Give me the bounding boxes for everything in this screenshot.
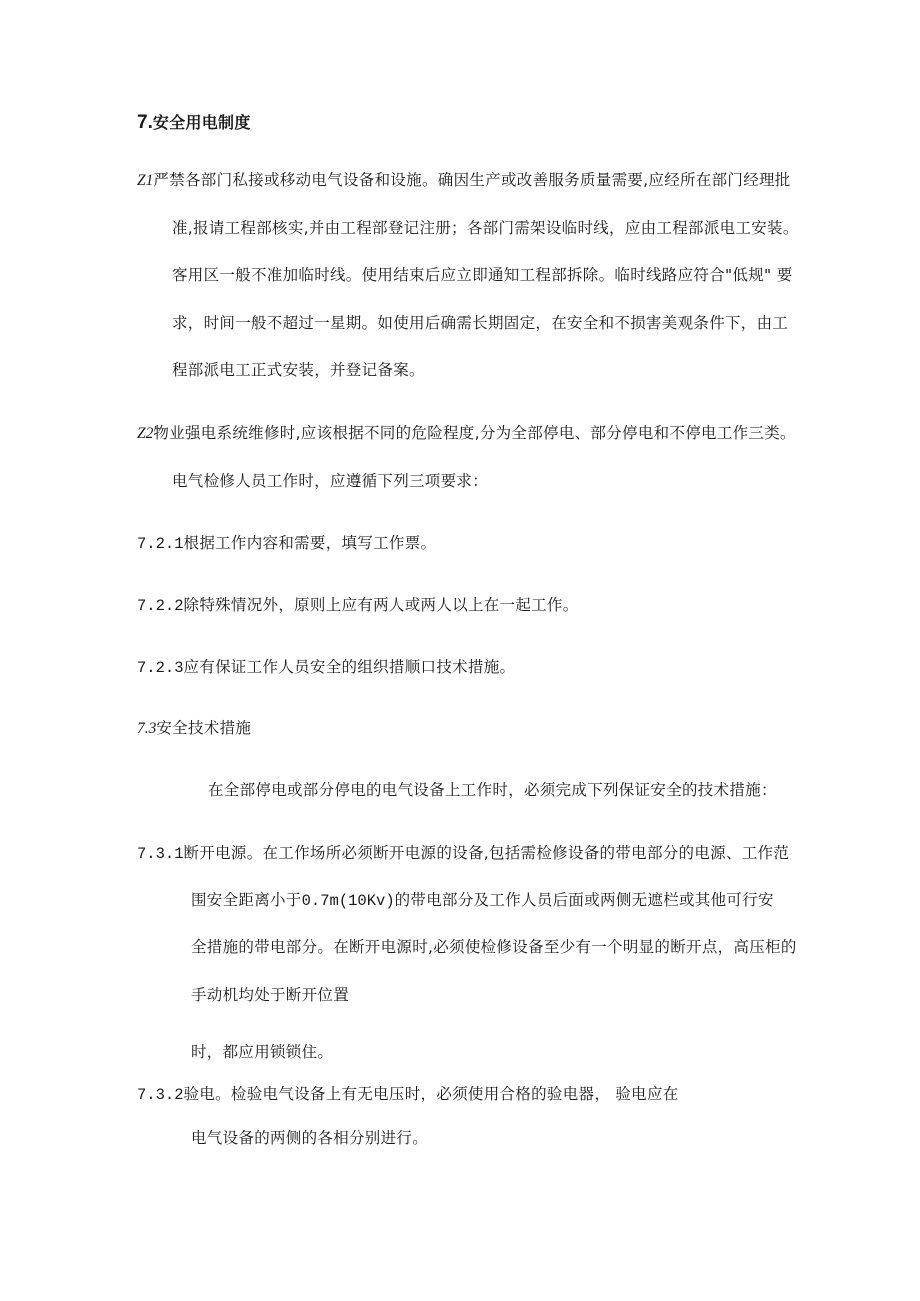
clause-7-2-2-text: 除特殊情况外，原则上应有两人或两人以上在一起工作。 xyxy=(183,596,579,614)
clause-7-2-line-2: 电气检修人员工作时，应遵循下列三项要求： xyxy=(172,472,489,490)
clause-7-2-line-1 xyxy=(137,423,796,444)
clause-7-1-line-3: 客用区一般不准加临时线。使用结束后应立即通知工程部拆除。临时线路应符合"低规" 要 xyxy=(172,266,793,284)
section-heading xyxy=(137,113,251,133)
clause-7-3-intro: 在全部停电或部分停电的电气设备上工作时，必须完成下列保证安全的技术措施： xyxy=(208,781,777,799)
clause-7-1-line-5: 程部派电工正式安装，并登记备案。 xyxy=(172,361,425,379)
clause-7-2-1-number: 7.2.1 xyxy=(137,535,184,553)
clause-7-3-1-text-1: 断开电源。在工作场所必须断开电源的设备,包括需检修设备的带电部分的电源、工作范 xyxy=(183,844,790,862)
clause-7-3-title: 安全技术措施 xyxy=(156,719,252,737)
clause-7-1-line-1 xyxy=(137,170,791,191)
clause-7-3-1-line-2 xyxy=(191,890,774,911)
clause-7-2-2 xyxy=(137,595,579,616)
clause-7-3-2-text-1: 验电。检验电气设备上有无电压时，必须使用合格的验电器， 验电应在 xyxy=(183,1085,679,1103)
clause-7-3-1-line-4: 手动机均处于断开位置 xyxy=(191,986,350,1004)
clause-7-3-1-number: 7.3.1 xyxy=(137,845,184,863)
clause-7-2-3-number: 7.2.3 xyxy=(137,659,184,677)
clause-7-3-1-inline-value: 0.7m(10Kv) xyxy=(301,892,395,910)
clause-7-1-number: Z1 xyxy=(137,172,154,189)
section-heading-title: 安全用电制度 xyxy=(152,113,251,132)
clause-7-2-3-text: 应有保证工作人员安全的组织措顺口技术措施。 xyxy=(183,658,516,676)
clause-7-2-1-text: 根据工作内容和需要，填写工作票。 xyxy=(183,534,437,552)
clause-7-1-text-1: 严禁各部门私接或移动电气设备和设施。确因生产或改善服务质量需要,应经所在部门经理批 xyxy=(153,171,791,189)
clause-7-1-line-4: 求，时间一般不超过一星期。如使用后确需长期固定，在安全和不损害美观条件下，由工 xyxy=(172,314,789,332)
clause-7-3-1-text-2b: 的带电部分及工作人员后面或两侧无遮栏或其他可行安 xyxy=(394,891,774,909)
clause-7-3-heading xyxy=(137,718,251,739)
clause-7-2-number: Z2 xyxy=(137,425,154,442)
clause-7-3-2-number: 7.3.2 xyxy=(137,1086,184,1104)
clause-7-3-2-line-1 xyxy=(137,1084,679,1105)
clause-7-3-1-line-3: 全措施的带电部分。在断开电源时,必须使检修设备至少有一个明显的断开点，高压柜的 xyxy=(191,938,797,956)
clause-7-2-1 xyxy=(137,533,436,554)
clause-7-3-1-line-1 xyxy=(137,843,789,864)
clause-7-3-number: 7.3 xyxy=(137,720,157,737)
clause-7-2-3 xyxy=(137,657,515,678)
clause-7-1-line-2: 准,报请工程部核实,并由工程部登记注册；各部门需架设临时线，应由工程部派电工安装。 xyxy=(172,219,799,237)
clause-7-3-1-line-5: 时，都应用锁锁住。 xyxy=(191,1043,334,1061)
clause-7-2-2-number: 7.2.2 xyxy=(137,597,184,615)
section-heading-number: 7. xyxy=(137,112,153,133)
clause-7-2-text-1: 物业强电系统维修时,应该根据不同的危险程度,分为全部停电、部分停电和不停电工作三类。 xyxy=(153,424,796,442)
clause-7-3-1-text-2a: 围安全距离小于 xyxy=(191,891,302,909)
clause-7-3-2-line-2: 电气设备的两侧的各相分别进行。 xyxy=(191,1129,429,1147)
